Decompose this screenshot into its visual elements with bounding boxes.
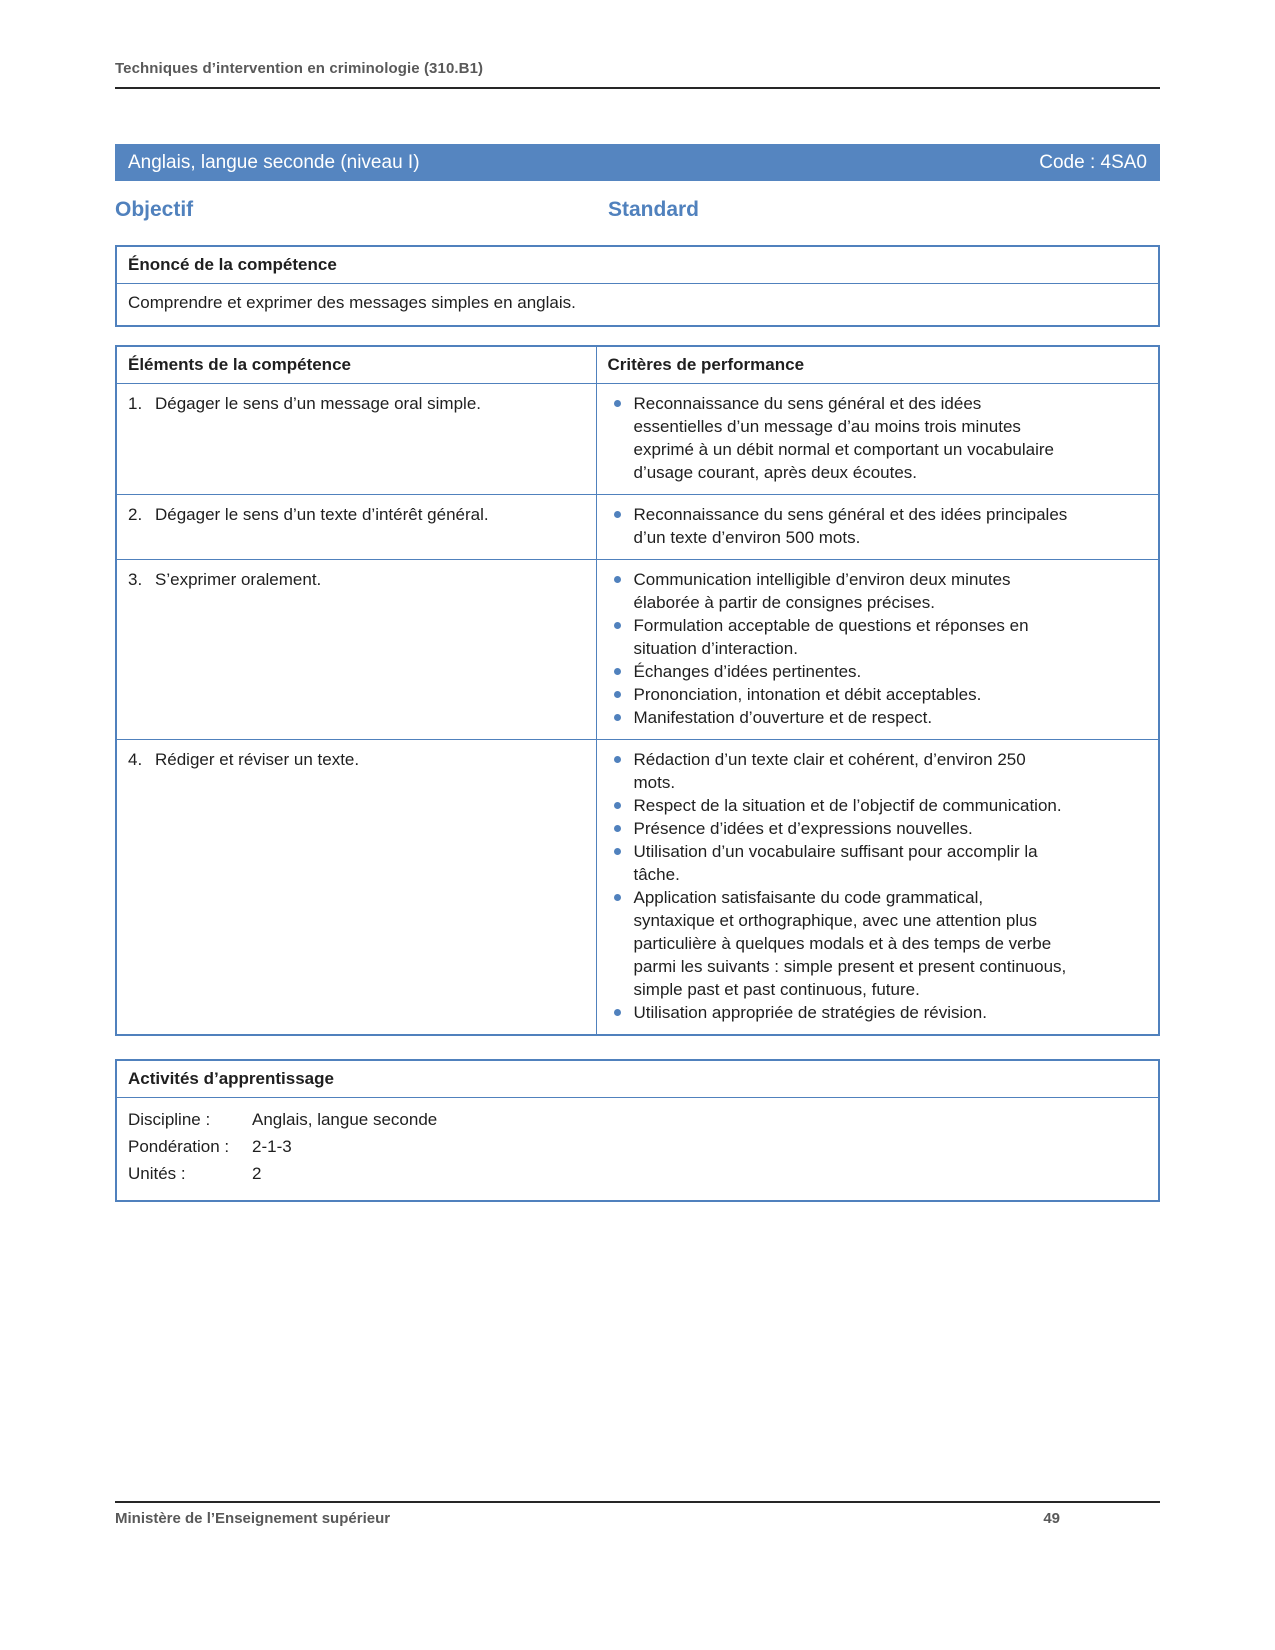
standard-heading: Standard xyxy=(608,198,700,221)
discipline-value: Anglais, langue seconde xyxy=(252,1110,438,1129)
element-text: Rédiger et réviser un texte. xyxy=(155,750,360,769)
bullet-icon xyxy=(614,756,621,763)
criteria-cell xyxy=(596,384,1159,495)
objectif-heading: Objectif xyxy=(115,198,194,221)
criteria-text: Respect de la situation et de l’objectif de communication. xyxy=(633,796,1062,815)
list-item xyxy=(597,748,1149,794)
element-wrap xyxy=(128,392,585,415)
competence-table-body xyxy=(116,384,1159,1036)
bullet-icon xyxy=(614,1009,621,1016)
table-row xyxy=(116,740,1159,1036)
list-item xyxy=(597,392,1149,484)
bullet-icon xyxy=(614,400,621,407)
criteria-cell xyxy=(596,495,1159,560)
ponderation-value: 2-1-3 xyxy=(252,1137,292,1156)
bullet-icon xyxy=(614,802,621,809)
activites-body xyxy=(117,1098,1158,1200)
document-title: Techniques d’intervention en criminologie (310.B1) xyxy=(115,60,484,77)
unites-value: 2 xyxy=(252,1164,262,1183)
list-item xyxy=(597,568,1149,614)
bullet-icon xyxy=(614,825,621,832)
course-title: Anglais, langue seconde (niveau I) xyxy=(128,151,420,173)
bullet-icon xyxy=(614,848,621,855)
competence-table-head xyxy=(116,346,1159,384)
criteria-text: Rédaction d’un texte clair et cohérent, d’environ 250 mots. xyxy=(633,750,1026,792)
criteria-cell xyxy=(596,740,1159,1036)
ponderation-label: Pondération : xyxy=(128,1137,230,1156)
element-cell xyxy=(116,560,596,740)
element-number: 2. xyxy=(128,505,143,524)
discipline-row xyxy=(128,1106,1147,1133)
element-cell xyxy=(116,740,596,1036)
page-number: 49 xyxy=(1043,1510,1060,1527)
criteria-text: Application satisfaisante du code grammatical, syntaxique et orthographique, avec une attention plus particulière à quelques modals et à des temps de verbe parmi les suivants : simple present et present continuous, simple past et past continuous, future. xyxy=(633,888,1067,999)
page-content xyxy=(0,60,1275,1202)
ponderation-row xyxy=(128,1133,1147,1160)
elements-column-header: Éléments de la compétence xyxy=(116,346,596,384)
criteria-list xyxy=(597,392,1149,484)
element-wrap xyxy=(128,748,585,771)
bullet-icon xyxy=(614,511,621,518)
discipline-label: Discipline : xyxy=(128,1110,211,1129)
bullet-icon xyxy=(614,668,621,675)
criteria-text: Utilisation d’un vocabulaire suffisant pour accomplir la tâche. xyxy=(633,842,1038,884)
element-wrap xyxy=(128,503,585,526)
course-code: Code : 4SA0 xyxy=(1039,151,1147,173)
criteria-text: Communication intelligible d’environ deux minutes élaborée à partir de consignes précises. xyxy=(633,570,1011,612)
list-item xyxy=(597,706,1149,729)
bullet-icon xyxy=(614,714,621,721)
running-header xyxy=(115,60,1160,89)
table-row xyxy=(116,495,1159,560)
bullet-icon xyxy=(614,622,621,629)
list-item xyxy=(597,683,1149,706)
element-text: S’exprimer oralement. xyxy=(155,570,322,589)
criteria-text: Utilisation appropriée de stratégies de révision. xyxy=(633,1003,987,1022)
criteria-list xyxy=(597,503,1149,549)
element-wrap xyxy=(128,568,585,591)
criteria-text: Reconnaissance du sens général et des idées principales d’un texte d’environ 500 mots. xyxy=(633,505,1068,547)
element-cell xyxy=(116,384,596,495)
enonce-box xyxy=(115,245,1160,327)
activites-header: Activités d’apprentissage xyxy=(117,1061,1158,1098)
bullet-icon xyxy=(614,691,621,698)
bullet-icon xyxy=(614,576,621,583)
table-header-row xyxy=(116,346,1159,384)
element-number: 3. xyxy=(128,570,143,589)
list-item xyxy=(597,817,1149,840)
list-item xyxy=(597,503,1149,549)
criteria-text: Reconnaissance du sens général et des idées essentielles d’un message d’au moins trois minutes exprimé à un débit normal et comportant un vocabulaire d’usage courant, après deux écoutes. xyxy=(633,394,1055,482)
criteria-list xyxy=(597,568,1149,729)
element-number: 4. xyxy=(128,750,143,769)
list-item xyxy=(597,794,1149,817)
criteria-text: Prononciation, intonation et débit acceptables. xyxy=(633,685,982,704)
list-item xyxy=(597,886,1149,1001)
enonce-header: Énoncé de la compétence xyxy=(117,247,1158,284)
bullet-icon xyxy=(614,894,621,901)
element-cell xyxy=(116,495,596,560)
competence-table xyxy=(115,345,1160,1036)
list-item xyxy=(597,614,1149,660)
table-row xyxy=(116,560,1159,740)
list-item xyxy=(597,1001,1149,1024)
criteria-text: Manifestation d’ouverture et de respect. xyxy=(633,708,933,727)
course-banner xyxy=(115,144,1160,181)
activites-box xyxy=(115,1059,1160,1202)
criteria-cell xyxy=(596,560,1159,740)
page-footer xyxy=(115,1501,1160,1527)
element-text: Dégager le sens d’un texte d’intérêt général. xyxy=(155,505,489,524)
enonce-body: Comprendre et exprimer des messages simples en anglais. xyxy=(128,293,576,312)
footer-ministry: Ministère de l’Enseignement supérieur xyxy=(115,1510,391,1527)
element-text: Dégager le sens d’un message oral simple. xyxy=(155,394,482,413)
criteria-text: Formulation acceptable de questions et réponses en situation d’interaction. xyxy=(633,616,1029,658)
unites-label: Unités : xyxy=(128,1164,186,1183)
element-number: 1. xyxy=(128,394,143,413)
list-item xyxy=(597,660,1149,683)
section-headings xyxy=(115,198,1160,222)
criteres-column-header: Critères de performance xyxy=(596,346,1159,384)
table-row xyxy=(116,384,1159,495)
criteria-list xyxy=(597,748,1149,1024)
list-item xyxy=(597,840,1149,886)
criteria-text: Échanges d’idées pertinentes. xyxy=(633,662,862,681)
unites-row xyxy=(128,1160,1147,1187)
criteria-text: Présence d’idées et d’expressions nouvelles. xyxy=(633,819,973,838)
